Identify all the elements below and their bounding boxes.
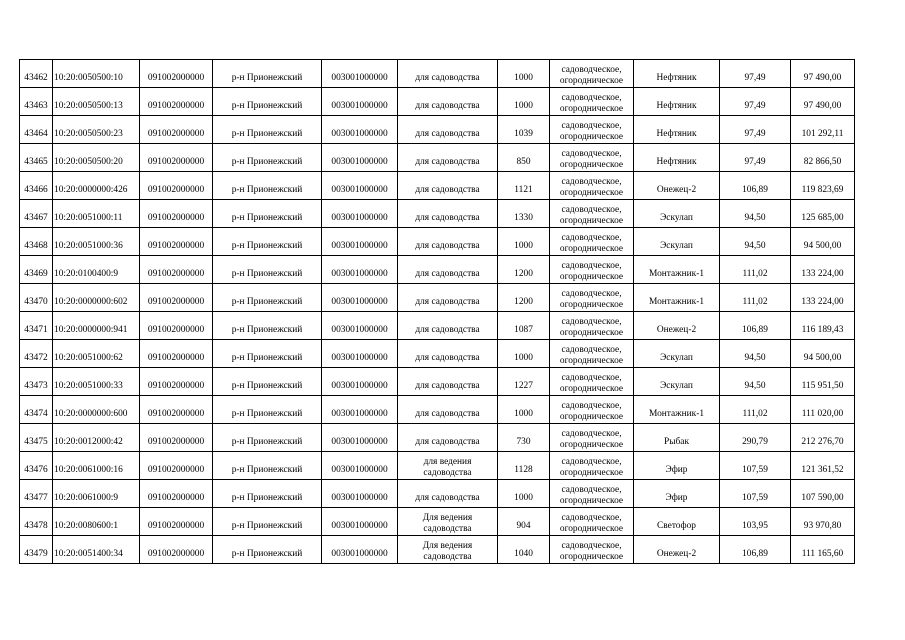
oktmo-code: 091002000000 — [140, 228, 213, 256]
permitted-use — [398, 200, 498, 228]
category-code: 003001000000 — [322, 508, 398, 536]
permitted-use-line: для садоводства — [415, 241, 480, 251]
permitted-use — [398, 340, 498, 368]
category-code: 003001000000 — [322, 480, 398, 508]
cadastral-number: 10:20:0012000:42 — [53, 424, 140, 452]
area-cell: 1000 — [498, 88, 550, 116]
cadastral-number: 10:20:0051000:11 — [53, 200, 140, 228]
district-cell: р-н Прионежский — [213, 424, 322, 452]
land-category — [550, 144, 634, 172]
oktmo-code: 091002000000 — [140, 480, 213, 508]
area-cell: 1087 — [498, 312, 550, 340]
land-category-line: садоводческое, — [561, 93, 622, 103]
land-category — [550, 312, 634, 340]
land-category-line: садоводческое, — [561, 65, 622, 75]
land-category-line: огородническое — [559, 104, 624, 114]
district-cell: р-н Прионежский — [213, 144, 322, 172]
land-category-line: садоводческое, — [561, 457, 622, 467]
land-category-line: огородническое — [559, 188, 624, 198]
area-cell: 1000 — [498, 340, 550, 368]
snt-name: Онежец-2 — [634, 312, 720, 340]
rate-cell: 94,50 — [720, 340, 791, 368]
snt-name: Эскулап — [634, 368, 720, 396]
permitted-use — [398, 368, 498, 396]
table-row — [20, 60, 855, 88]
snt-name: Светофор — [634, 508, 720, 536]
land-category-line: садоводческое, — [561, 205, 622, 215]
row-number: 43478 — [20, 508, 53, 536]
permitted-use — [398, 284, 498, 312]
rate-cell: 103,95 — [720, 508, 791, 536]
row-number: 43472 — [20, 340, 53, 368]
snt-name: Нефтяник — [634, 60, 720, 88]
row-number: 43466 — [20, 172, 53, 200]
land-category-line: огородническое — [559, 160, 624, 170]
rate-cell: 107,59 — [720, 480, 791, 508]
permitted-use-line: Для ведения — [422, 513, 473, 523]
category-code: 003001000000 — [322, 368, 398, 396]
permitted-use-line: для садоводства — [415, 409, 480, 419]
district-cell: р-н Прионежский — [213, 172, 322, 200]
land-category-line: садоводческое, — [561, 373, 622, 383]
land-category-line: огородническое — [559, 216, 624, 226]
land-category — [550, 396, 634, 424]
permitted-use — [398, 452, 498, 480]
permitted-use — [398, 424, 498, 452]
land-category — [550, 508, 634, 536]
land-category — [550, 88, 634, 116]
permitted-use-line: для садоводства — [415, 73, 480, 83]
permitted-use-line: для садоводства — [415, 297, 480, 307]
rate-cell: 94,50 — [720, 368, 791, 396]
area-cell: 1330 — [498, 200, 550, 228]
cadastral-number: 10:20:0050500:23 — [53, 116, 140, 144]
snt-name: Нефтяник — [634, 116, 720, 144]
land-category — [550, 60, 634, 88]
snt-name: Онежец-2 — [634, 536, 720, 564]
area-cell: 850 — [498, 144, 550, 172]
land-category — [550, 452, 634, 480]
snt-name: Монтажник-1 — [634, 284, 720, 312]
area-cell: 1000 — [498, 60, 550, 88]
row-number: 43470 — [20, 284, 53, 312]
table-row — [20, 116, 855, 144]
land-category-line: огородническое — [559, 384, 624, 394]
cadastral-number: 10:20:0000000:941 — [53, 312, 140, 340]
permitted-use-line: для садоводства — [415, 129, 480, 139]
rate-cell: 97,49 — [720, 88, 791, 116]
cadastral-value: 121 361,52 — [791, 452, 855, 480]
cadastral-number: 10:20:0100400:9 — [53, 256, 140, 284]
row-number: 43465 — [20, 144, 53, 172]
cadastral-value: 111 020,00 — [791, 396, 855, 424]
land-category-line: огородническое — [559, 524, 624, 534]
cadastral-value: 97 490,00 — [791, 88, 855, 116]
permitted-use-line: садоводства — [423, 524, 472, 534]
cadastral-value: 116 189,43 — [791, 312, 855, 340]
rate-cell: 97,49 — [720, 116, 791, 144]
area-cell: 730 — [498, 424, 550, 452]
category-code: 003001000000 — [322, 424, 398, 452]
land-category-line: огородническое — [559, 356, 624, 366]
permitted-use-line: для садоводства — [415, 269, 480, 279]
oktmo-code: 091002000000 — [140, 172, 213, 200]
land-category-line: огородническое — [559, 496, 624, 506]
oktmo-code: 091002000000 — [140, 88, 213, 116]
rate-cell: 111,02 — [720, 256, 791, 284]
land-category — [550, 536, 634, 564]
cadastral-number: 10:20:0061000:16 — [53, 452, 140, 480]
oktmo-code: 091002000000 — [140, 312, 213, 340]
oktmo-code: 091002000000 — [140, 116, 213, 144]
row-number: 43469 — [20, 256, 53, 284]
land-category-line: садоводческое, — [561, 149, 622, 159]
permitted-use — [398, 256, 498, 284]
land-category-line: садоводческое, — [561, 541, 622, 551]
table-row — [20, 144, 855, 172]
district-cell: р-н Прионежский — [213, 256, 322, 284]
rate-cell: 94,50 — [720, 200, 791, 228]
land-category — [550, 172, 634, 200]
permitted-use — [398, 88, 498, 116]
area-cell: 1040 — [498, 536, 550, 564]
oktmo-code: 091002000000 — [140, 340, 213, 368]
land-category-line: садоводческое, — [561, 513, 622, 523]
district-cell: р-н Прионежский — [213, 536, 322, 564]
cadastral-value: 119 823,69 — [791, 172, 855, 200]
land-category-line: садоводческое, — [561, 485, 622, 495]
row-number: 43475 — [20, 424, 53, 452]
district-cell: р-н Прионежский — [213, 340, 322, 368]
land-category-line: огородническое — [559, 552, 624, 562]
district-cell: р-н Прионежский — [213, 368, 322, 396]
land-category-line: садоводческое, — [561, 401, 622, 411]
land-category-line: садоводческое, — [561, 317, 622, 327]
permitted-use-line: для садоводства — [415, 381, 480, 391]
oktmo-code: 091002000000 — [140, 256, 213, 284]
cadastral-value: 111 165,60 — [791, 536, 855, 564]
permitted-use — [398, 508, 498, 536]
land-category-line: огородническое — [559, 76, 624, 86]
permitted-use-line: для садоводства — [415, 157, 480, 167]
cadastral-value: 133 224,00 — [791, 256, 855, 284]
land-category — [550, 200, 634, 228]
table-row — [20, 228, 855, 256]
cadastral-number: 10:20:0050500:13 — [53, 88, 140, 116]
snt-name: Нефтяник — [634, 88, 720, 116]
cadastral-number: 10:20:0080600:1 — [53, 508, 140, 536]
rate-cell: 290,79 — [720, 424, 791, 452]
land-category-line: садоводческое, — [561, 345, 622, 355]
oktmo-code: 091002000000 — [140, 368, 213, 396]
land-category — [550, 228, 634, 256]
rate-cell: 97,49 — [720, 144, 791, 172]
district-cell: р-н Прионежский — [213, 116, 322, 144]
category-code: 003001000000 — [322, 172, 398, 200]
category-code: 003001000000 — [322, 228, 398, 256]
table-row — [20, 480, 855, 508]
area-cell: 1200 — [498, 256, 550, 284]
cadastral-number: 10:20:0061000:9 — [53, 480, 140, 508]
rate-cell: 111,02 — [720, 396, 791, 424]
area-cell: 1128 — [498, 452, 550, 480]
cadastral-value: 94 500,00 — [791, 228, 855, 256]
area-cell: 1000 — [498, 228, 550, 256]
district-cell: р-н Прионежский — [213, 60, 322, 88]
table-row — [20, 172, 855, 200]
district-cell: р-н Прионежский — [213, 312, 322, 340]
permitted-use — [398, 312, 498, 340]
table-row — [20, 536, 855, 564]
cadastral-value: 97 490,00 — [791, 60, 855, 88]
district-cell: р-н Прионежский — [213, 452, 322, 480]
row-number: 43474 — [20, 396, 53, 424]
snt-name: Нефтяник — [634, 144, 720, 172]
permitted-use-line: для садоводства — [415, 437, 480, 447]
row-number: 43479 — [20, 536, 53, 564]
oktmo-code: 091002000000 — [140, 536, 213, 564]
row-number: 43477 — [20, 480, 53, 508]
land-category-line: садоводческое, — [561, 121, 622, 131]
oktmo-code: 091002000000 — [140, 284, 213, 312]
cadastral-value: 94 500,00 — [791, 340, 855, 368]
table-row — [20, 340, 855, 368]
land-category-line: огородническое — [559, 132, 624, 142]
land-category — [550, 116, 634, 144]
snt-name: Рыбак — [634, 424, 720, 452]
table-row — [20, 508, 855, 536]
land-category-line: огородническое — [559, 272, 624, 282]
rate-cell: 111,02 — [720, 284, 791, 312]
row-number: 43476 — [20, 452, 53, 480]
table-body — [20, 60, 855, 564]
district-cell: р-н Прионежский — [213, 88, 322, 116]
row-number: 43463 — [20, 88, 53, 116]
permitted-use — [398, 144, 498, 172]
land-category-line: садоводческое, — [561, 429, 622, 439]
district-cell: р-н Прионежский — [213, 396, 322, 424]
permitted-use-line: садоводства — [423, 552, 472, 562]
row-number: 43462 — [20, 60, 53, 88]
permitted-use — [398, 536, 498, 564]
snt-name: Эскулап — [634, 228, 720, 256]
snt-name: Монтажник-1 — [634, 396, 720, 424]
table-row — [20, 396, 855, 424]
table-row — [20, 284, 855, 312]
oktmo-code: 091002000000 — [140, 424, 213, 452]
oktmo-code: 091002000000 — [140, 452, 213, 480]
cadastral-number: 10:20:0000000:426 — [53, 172, 140, 200]
cadastral-number: 10:20:0000000:600 — [53, 396, 140, 424]
land-category-line: садоводческое, — [561, 177, 622, 187]
cadastral-value: 133 224,00 — [791, 284, 855, 312]
land-category — [550, 284, 634, 312]
cadastral-number: 10:20:0051000:62 — [53, 340, 140, 368]
table-row — [20, 200, 855, 228]
row-number: 43468 — [20, 228, 53, 256]
oktmo-code: 091002000000 — [140, 200, 213, 228]
permitted-use-line: для садоводства — [415, 185, 480, 195]
row-number: 43471 — [20, 312, 53, 340]
area-cell: 1000 — [498, 396, 550, 424]
cadastral-number: 10:20:0050500:10 — [53, 60, 140, 88]
land-category-line: огородническое — [559, 468, 624, 478]
cadastral-number: 10:20:0051000:33 — [53, 368, 140, 396]
permitted-use — [398, 480, 498, 508]
permitted-use-line: для садоводства — [415, 101, 480, 111]
permitted-use-line: для ведения — [423, 457, 472, 467]
permitted-use — [398, 396, 498, 424]
cadastral-number: 10:20:0051400:34 — [53, 536, 140, 564]
snt-name: Эфир — [634, 452, 720, 480]
cadastral-number: 10:20:0000000:602 — [53, 284, 140, 312]
category-code: 003001000000 — [322, 200, 398, 228]
cadastral-value: 101 292,11 — [791, 116, 855, 144]
cadastral-value: 93 970,80 — [791, 508, 855, 536]
category-code: 003001000000 — [322, 88, 398, 116]
area-cell: 1121 — [498, 172, 550, 200]
category-code: 003001000000 — [322, 396, 398, 424]
snt-name: Эскулап — [634, 340, 720, 368]
land-category-line: огородническое — [559, 412, 624, 422]
table-row — [20, 368, 855, 396]
snt-name: Эскулап — [634, 200, 720, 228]
oktmo-code: 091002000000 — [140, 396, 213, 424]
cadastral-value: 125 685,00 — [791, 200, 855, 228]
table-row — [20, 256, 855, 284]
rate-cell: 106,89 — [720, 172, 791, 200]
permitted-use — [398, 228, 498, 256]
land-category-line: огородническое — [559, 244, 624, 254]
category-code: 003001000000 — [322, 116, 398, 144]
area-cell: 904 — [498, 508, 550, 536]
permitted-use-line: для садоводства — [415, 493, 480, 503]
row-number: 43473 — [20, 368, 53, 396]
row-number: 43464 — [20, 116, 53, 144]
cadastral-value: 82 866,50 — [791, 144, 855, 172]
table-row — [20, 88, 855, 116]
district-cell: р-н Прионежский — [213, 200, 322, 228]
rate-cell: 106,89 — [720, 312, 791, 340]
land-category — [550, 480, 634, 508]
category-code: 003001000000 — [322, 256, 398, 284]
table-row — [20, 424, 855, 452]
snt-name: Монтажник-1 — [634, 256, 720, 284]
category-code: 003001000000 — [322, 340, 398, 368]
district-cell: р-н Прионежский — [213, 480, 322, 508]
category-code: 003001000000 — [322, 312, 398, 340]
land-category-line: огородническое — [559, 300, 624, 310]
rate-cell: 97,49 — [720, 60, 791, 88]
permitted-use-line: для садоводства — [415, 325, 480, 335]
oktmo-code: 091002000000 — [140, 144, 213, 172]
rate-cell: 107,59 — [720, 452, 791, 480]
land-category — [550, 340, 634, 368]
category-code: 003001000000 — [322, 144, 398, 172]
district-cell: р-н Прионежский — [213, 508, 322, 536]
rate-cell: 94,50 — [720, 228, 791, 256]
area-cell: 1039 — [498, 116, 550, 144]
row-number: 43467 — [20, 200, 53, 228]
land-category-line: садоводческое, — [561, 261, 622, 271]
category-code: 003001000000 — [322, 60, 398, 88]
rate-cell: 106,89 — [720, 536, 791, 564]
permitted-use — [398, 60, 498, 88]
district-cell: р-н Прионежский — [213, 228, 322, 256]
cadastral-value: 107 590,00 — [791, 480, 855, 508]
table-row — [20, 452, 855, 480]
land-category-line: огородническое — [559, 328, 624, 338]
table-row — [20, 312, 855, 340]
cadastral-value: 212 276,70 — [791, 424, 855, 452]
cadastral-number: 10:20:0050500:20 — [53, 144, 140, 172]
area-cell: 1227 — [498, 368, 550, 396]
permitted-use — [398, 172, 498, 200]
category-code: 003001000000 — [322, 536, 398, 564]
land-category-line: огородническое — [559, 440, 624, 450]
category-code: 003001000000 — [322, 284, 398, 312]
land-category-line: садоводческое, — [561, 233, 622, 243]
oktmo-code: 091002000000 — [140, 508, 213, 536]
permitted-use-line: для садоводства — [415, 213, 480, 223]
permitted-use-line: садоводства — [423, 468, 472, 478]
permitted-use — [398, 116, 498, 144]
snt-name: Онежец-2 — [634, 172, 720, 200]
permitted-use-line: Для ведения — [422, 541, 473, 551]
permitted-use-line: для садоводства — [415, 353, 480, 363]
land-category — [550, 256, 634, 284]
snt-name: Эфир — [634, 480, 720, 508]
land-plots-table — [19, 59, 855, 564]
oktmo-code: 091002000000 — [140, 60, 213, 88]
land-category-line: садоводческое, — [561, 289, 622, 299]
district-cell: р-н Прионежский — [213, 284, 322, 312]
cadastral-value: 115 951,50 — [791, 368, 855, 396]
area-cell: 1000 — [498, 480, 550, 508]
land-category — [550, 368, 634, 396]
cadastral-number: 10:20:0051000:36 — [53, 228, 140, 256]
land-category — [550, 424, 634, 452]
area-cell: 1200 — [498, 284, 550, 312]
category-code: 003001000000 — [322, 452, 398, 480]
